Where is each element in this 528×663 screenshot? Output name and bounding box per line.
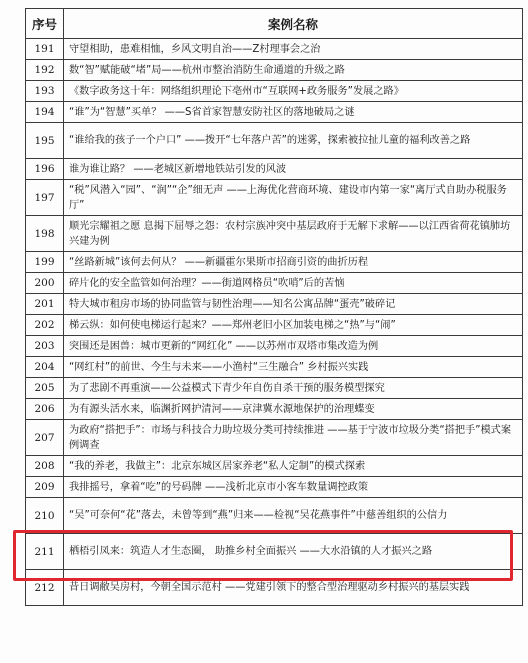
table-row [26,420,523,456]
table-row [26,159,523,180]
table-row [26,123,523,159]
table-row [26,180,523,216]
row-number: 209 [26,477,64,498]
index-column-header: 序号 [26,9,64,39]
row-number: 212 [26,570,64,606]
table-row [26,252,523,273]
case-title: 我排摇号，拿着“吃”的号码牌 ——浅析北京市小客车数量调控政策 [64,477,523,498]
row-number: 211 [26,534,64,570]
row-number: 199 [26,252,64,273]
row-number: 193 [26,81,64,102]
case-title: 碎片化的安全监管如何治理？——街道网格员“吹哨”后的苦恼 [64,273,523,294]
row-number: 201 [26,294,64,315]
case-title: 谁为谁让路？ ——老城区新增地铁站引发的风波 [64,159,523,180]
case-title: 栖梧引凤来：筑造人才生态圈， 助推乡村全面振兴 ——大水沿镇的人才振兴之路 [64,534,523,570]
row-number: 210 [26,498,64,534]
case-list-table [25,8,523,606]
case-title: 昔日调敝吴房村，今朝全国示范村 ——党建引领下的整合型治理驱动乡村振兴的基层实践 [64,570,523,606]
table-row [26,399,523,420]
case-title: “谁”为“智慧”买单？ ——S省首家智慧安防社区的落地破局之谜 [64,102,523,123]
table-row [26,534,523,570]
row-number: 206 [26,399,64,420]
row-number: 203 [26,336,64,357]
case-title: 梯云纵：如何使电梯运行起来？——郑州老旧小区加装电梯之“热”与“闹” [64,315,523,336]
row-number: 192 [26,60,64,81]
row-number: 194 [26,102,64,123]
case-title: 守望相助，患难相恤，乡风文明自治——Z村理事会之治 [64,39,523,60]
row-number: 197 [26,180,64,216]
table-row [26,216,523,252]
row-number: 195 [26,123,64,159]
row-number: 208 [26,456,64,477]
table-row [26,273,523,294]
row-number: 200 [26,273,64,294]
table-row [26,570,523,606]
table-row [26,39,523,60]
case-title: “丝路新城”该何去何从？ ——新疆霍尔果斯市招商引资的曲折历程 [64,252,523,273]
table-row [26,60,523,81]
row-number: 191 [26,39,64,60]
case-title: 为了悲剧不再重演——公益模式下青少年自伤自杀干预的服务模型探究 [64,378,523,399]
table-row [26,357,523,378]
case-title: “谁给我的孩子一个户口” ——拨开“七年落户苦”的迷雾，探索被拉扯儿童的福利改善之路 [64,123,523,159]
table-row [26,294,523,315]
row-number: 198 [26,216,64,252]
table-row [26,456,523,477]
table-row-highlighted [26,498,523,534]
row-number: 205 [26,378,64,399]
case-title: “我的养老，我做主”：北京东城区居家养老“私人定制”的模式探索 [64,456,523,477]
case-title: 为政府“搭把手”：市场与科技合力助垃圾分类可持续推进 ——基于宁波市垃圾分类“搭把手”模式案例调查 [64,420,523,456]
table-row [26,315,523,336]
case-title: “税”风潜入“园”、“润”“企”细无声 ——上海优化营商环境、建设市内第一家“离厅式自助办税服务厅” [64,180,523,216]
name-column-header: 案例名称 [64,9,523,39]
row-number: 207 [26,420,64,456]
row-number: 196 [26,159,64,180]
table-row [26,81,523,102]
case-title: 顺光宗耀祖之愿 息揭下屈辱之怨：农村宗族冲突中基层政府于无解下求解——以江西省荷花镇肺坊兴建为例 [64,216,523,252]
case-title: 《数字政务这十年：网络组织理论下亳州市“互联网+政务服务”发展之路》 [64,81,523,102]
case-title: “吴”可奈何“花”落去，未曾等到“燕”归来——检视“吴花燕事件”中慈善组织的公信力 [64,498,523,534]
table-row [26,336,523,357]
table-row [26,102,523,123]
case-title: 为有源头活水来，临渊折网护清河——京津冀水源地保护的治理蝶变 [64,399,523,420]
case-title: “网红村”的前世、今生与未来——小渔村“三生融合” 乡村振兴实践 [64,357,523,378]
case-title: 数“智”赋能破“堵”局——杭州市整治消防生命通道的升级之路 [64,60,523,81]
row-number: 202 [26,315,64,336]
row-number: 204 [26,357,64,378]
table-row [26,378,523,399]
table-row [26,477,523,498]
case-title: 特大城市租房市场的协同监管与韧性治理——知名公寓品牌“蛋壳”破碎记 [64,294,523,315]
table-header-row [26,9,523,39]
case-title: 突围还是困兽：城市更新的“网红化” ——以苏州市双塔市集改造为例 [64,336,523,357]
